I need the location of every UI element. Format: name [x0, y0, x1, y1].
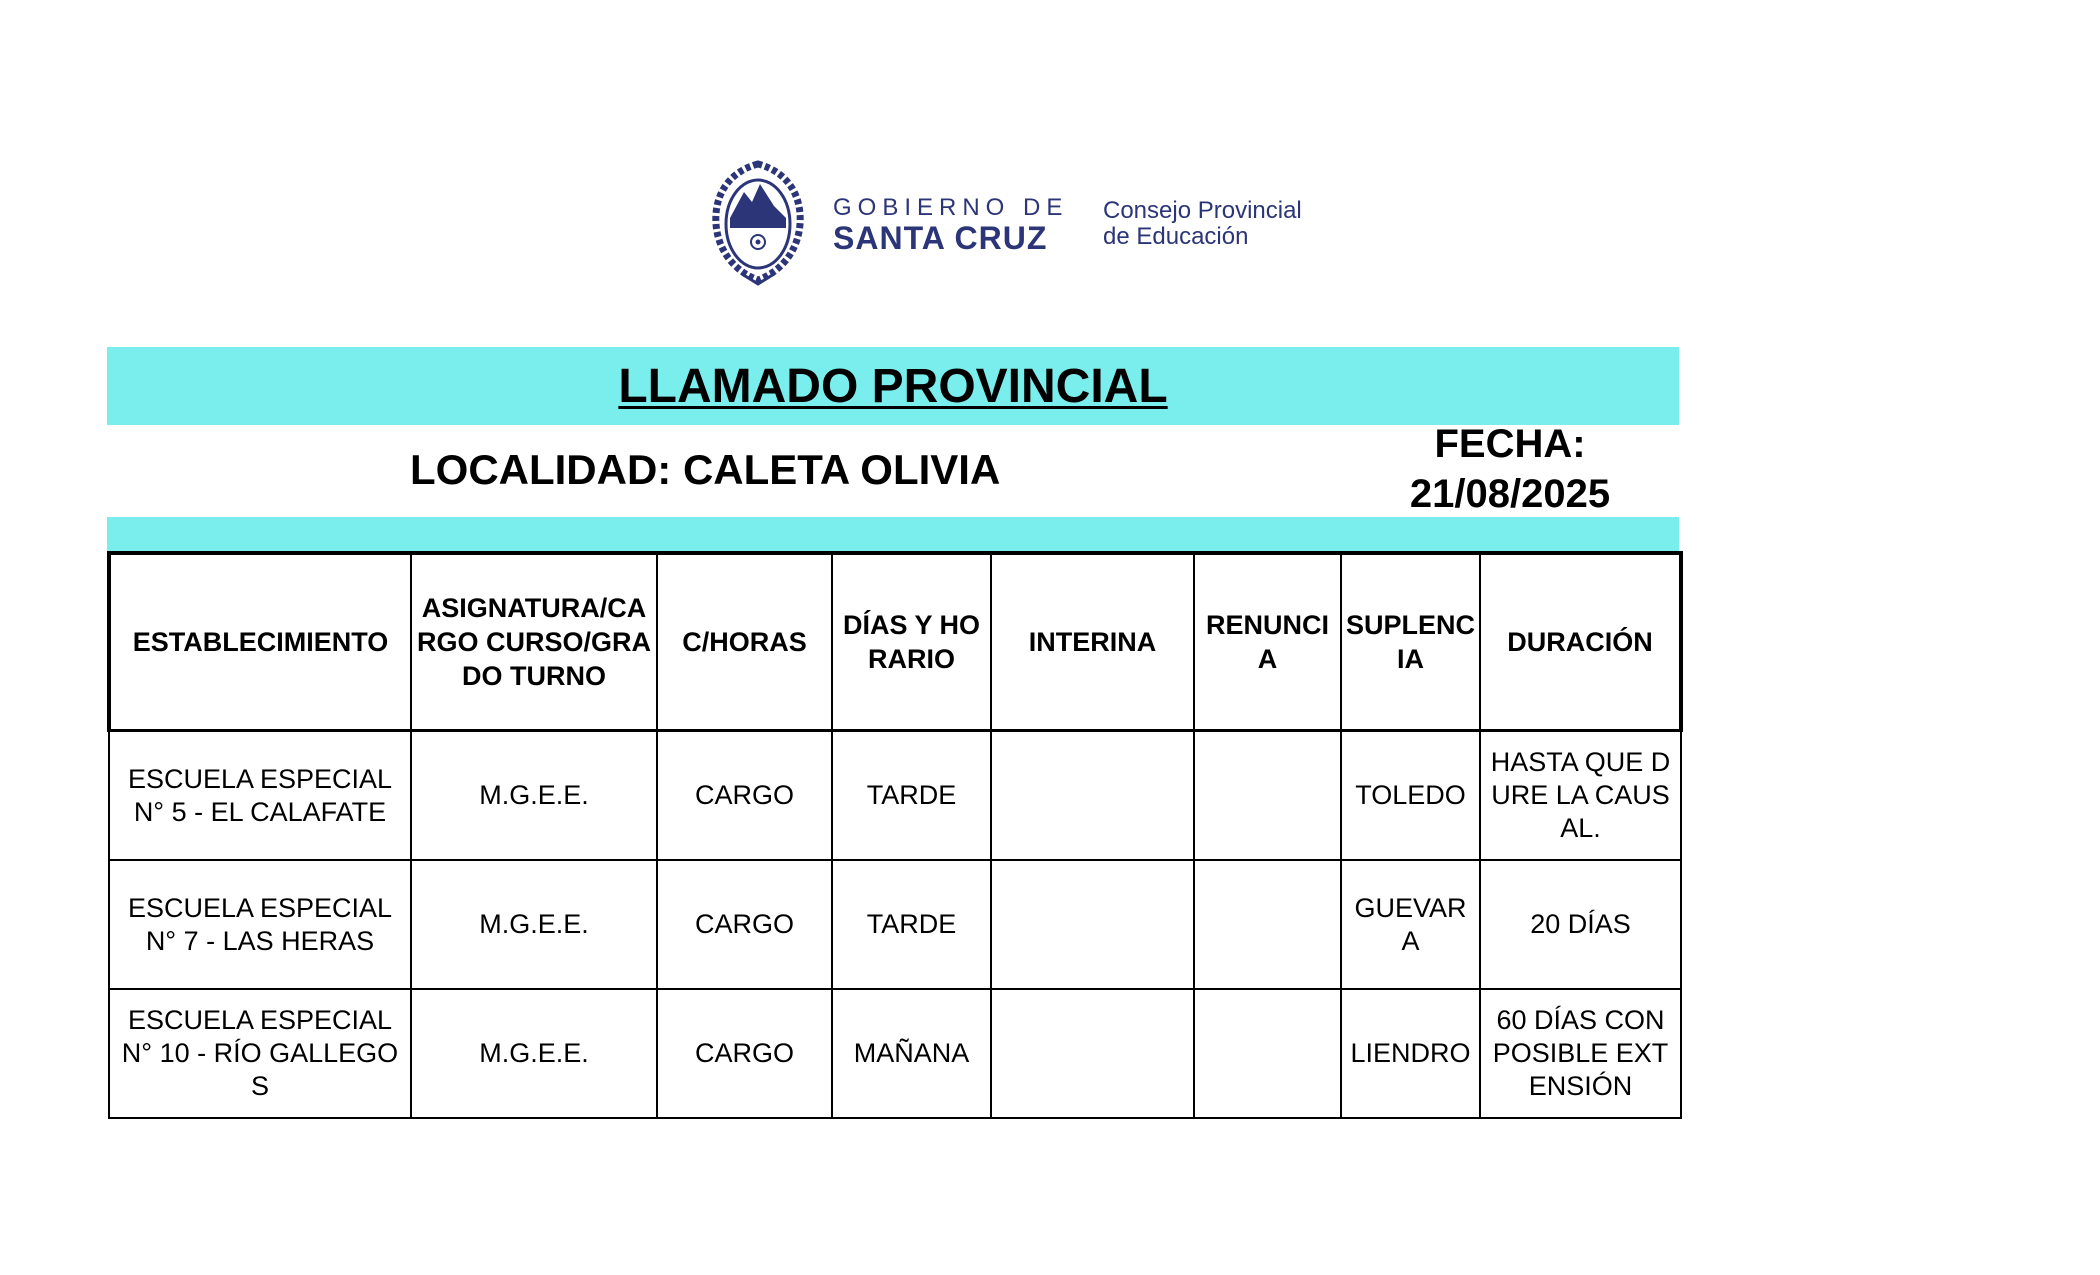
cell-establecimiento: ESCUELA ESPECIAL N° 5 - EL CALAFATE	[109, 731, 411, 861]
cell-interina	[991, 989, 1194, 1118]
cell-horas: CARGO	[657, 731, 832, 861]
cell-suplencia: GUEVARA	[1341, 860, 1480, 989]
cell-asignatura: M.G.E.E.	[411, 989, 657, 1118]
cell-suplencia: TOLEDO	[1341, 731, 1480, 861]
cell-interina	[991, 731, 1194, 861]
table-row	[109, 989, 1681, 1118]
header-renuncia: RENUNCIA	[1194, 553, 1341, 731]
cell-suplencia: LIENDRO	[1341, 989, 1480, 1118]
header-dias-horario: DÍAS Y HORARIO	[832, 553, 991, 731]
cell-establecimiento: ESCUELA ESPECIAL N° 10 - RÍO GALLEGOS	[109, 989, 411, 1118]
cell-dias-horario: TARDE	[832, 860, 991, 989]
cell-asignatura: M.G.E.E.	[411, 731, 657, 861]
header-logo	[708, 158, 1348, 288]
cell-dias-horario: TARDE	[832, 731, 991, 861]
cell-establecimiento: ESCUELA ESPECIAL N° 7 - LAS HERAS	[109, 860, 411, 989]
gov-title-line1: GOBIERNO DE	[833, 194, 1069, 221]
header-duracion: DURACIÓN	[1480, 553, 1681, 731]
header-establecimiento: ESTABLECIMIENTO	[109, 553, 411, 731]
header-horas: C/HORAS	[657, 553, 832, 731]
title-band	[107, 347, 1679, 425]
cell-renuncia	[1194, 989, 1341, 1118]
cell-asignatura: M.G.E.E.	[411, 860, 657, 989]
header-suplencia: SUPLENCIA	[1341, 553, 1480, 731]
table-row	[109, 731, 1681, 861]
cell-duracion: HASTA QUE DURE LA CAUSAL.	[1480, 731, 1681, 861]
table-row	[109, 860, 1681, 989]
positions-table	[107, 551, 1683, 1119]
cell-renuncia	[1194, 860, 1341, 989]
header-asignatura: ASIGNATURA/CARGO CURSO/GRADO TURNO	[411, 553, 657, 731]
cell-horas: CARGO	[657, 989, 832, 1118]
cell-renuncia	[1194, 731, 1341, 861]
accent-band	[107, 517, 1679, 551]
cell-interina	[991, 860, 1194, 989]
cell-horas: CARGO	[657, 860, 832, 989]
santa-cruz-seal-icon	[708, 158, 808, 286]
consejo-title	[1103, 198, 1302, 250]
locality-label: LOCALIDAD: CALETA OLIVIA	[410, 446, 1001, 493]
page-title: LLAMADO PROVINCIAL	[618, 360, 1168, 413]
cell-duracion: 60 DÍAS CON POSIBLE EXTENSIÓN	[1480, 989, 1681, 1118]
header-interina: INTERINA	[991, 553, 1194, 731]
date-label: FECHA:	[1434, 422, 1586, 466]
consejo-line1: Consejo Provincial	[1103, 197, 1302, 224]
table-header-row	[109, 553, 1681, 731]
cell-duracion: 20 DÍAS	[1480, 860, 1681, 989]
date-value: 21/08/2025	[1409, 472, 1611, 516]
consejo-line2: de Educación	[1103, 223, 1249, 250]
gov-title-line2: SANTA CRUZ	[833, 220, 1048, 256]
cell-dias-horario: MAÑANA	[832, 989, 991, 1118]
